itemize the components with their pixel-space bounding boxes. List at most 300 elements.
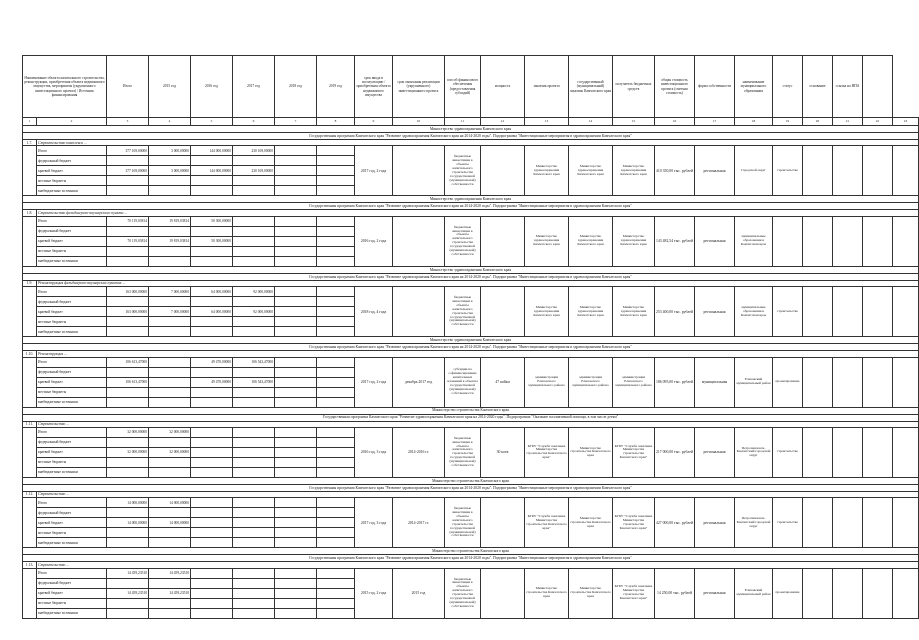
status-cell: строительство	[773, 287, 803, 337]
header-col20: ссылка на НПА	[833, 56, 863, 118]
column-number: 3	[107, 118, 149, 126]
column-number: 8	[317, 118, 355, 126]
customer-cell: Министерство здравоохранения Камчатского края	[525, 216, 569, 266]
empty-cell	[803, 357, 833, 407]
form-cell: региональная	[695, 287, 735, 337]
empty-cell	[275, 186, 317, 196]
item-spacer	[23, 216, 37, 266]
empty-cell	[317, 367, 355, 377]
capacity-cell	[481, 568, 525, 618]
empty-cell	[275, 377, 317, 387]
empty-cell	[275, 146, 317, 156]
finance-value: 106 543,47000	[233, 357, 275, 367]
investment-table	[22, 55, 919, 619]
empty-cell	[275, 498, 317, 508]
finance-value	[191, 256, 233, 266]
term-cell: 2016 год, 3 года	[355, 427, 393, 477]
finance-value	[233, 578, 275, 588]
gov-customer-cell: администрация Елизовского муниципального района	[569, 357, 613, 407]
recipient-cell: КГБУ "Служба заказчика Министерства строительства Камчатского края"	[613, 427, 655, 477]
finance-value	[191, 568, 233, 578]
table-body	[23, 126, 919, 619]
column-number: 22	[863, 118, 893, 126]
empty-cell	[275, 327, 317, 337]
finance-value	[233, 317, 275, 327]
empty-cell	[317, 236, 355, 246]
finance-value	[233, 236, 275, 246]
gov-customer-cell: Министерство здравоохранения Камчатского края	[569, 146, 613, 196]
finance-value: 19 819,03814	[149, 236, 191, 246]
mo-cell: Елизовский муниципальный район	[735, 568, 773, 618]
finance-value	[233, 608, 275, 618]
finance-label: местные бюджеты	[37, 457, 107, 467]
finance-value: 230 169,00000	[233, 146, 275, 156]
finance-value: 230 169,00000	[233, 166, 275, 176]
method-cell: бюджетные инвестиции в объекты капитального строительства государственной (муниципальной) собственности	[445, 498, 481, 548]
empty-cell	[863, 146, 893, 196]
empty-cell	[893, 427, 919, 477]
header-row	[23, 56, 919, 118]
program-title: Государственная программа Камчатского края "Развитие здравоохранения Камчатского края на 2014-2020 годы". Подпрограмма "Инвестиционные мероприятия в здравоохранении Камчатского края"	[23, 133, 919, 140]
finance-value: 14 000,00000	[107, 498, 149, 508]
finance-value	[233, 568, 275, 578]
finance-value: 64 000,00000	[191, 287, 233, 297]
finance-value	[149, 397, 191, 407]
gov-customer-cell: Министерство строительства Камчатского края	[569, 568, 613, 618]
empty-cell	[275, 357, 317, 367]
term2-cell: декабрь 2017 год	[393, 357, 445, 407]
cost-cell: 253 400,00 тыс. рублей	[655, 287, 695, 337]
program-title: Государственная программа Камчатского края "Развитие здравоохранения Камчатского края на 2014-2020 годы". Подпрограмма "Инвестиционные мероприятия в здравоохранении Камчатского края"	[23, 555, 919, 562]
finance-row	[23, 216, 919, 226]
empty-cell	[317, 457, 355, 467]
finance-label: краевой бюджет	[37, 518, 107, 528]
header-col13: государственный (муниципальный) заказчик Камчатского края	[569, 56, 613, 118]
finance-row	[23, 427, 919, 437]
finance-value: 92 000,00000	[233, 307, 275, 317]
empty-cell	[275, 588, 317, 598]
mo-cell: Петропавловск-Камчатский городской округ	[735, 498, 773, 548]
empty-cell	[317, 508, 355, 518]
finance-value	[233, 397, 275, 407]
finance-label: внебюджетные источники	[37, 397, 107, 407]
empty-cell	[275, 236, 317, 246]
section-row	[23, 337, 919, 344]
item-title: Строительство фельдшерско-акушерского пункта ...	[37, 210, 919, 216]
finance-value	[191, 608, 233, 618]
mo-cell: муниципальные образования в Камчатском крае	[735, 287, 773, 337]
column-number: 23	[893, 118, 919, 126]
mo-cell: Городской округ	[735, 146, 773, 196]
finance-label: местные бюджеты	[37, 598, 107, 608]
finance-value	[149, 357, 191, 367]
header-col14: получатель бюджетных средств	[613, 56, 655, 118]
empty-cell	[275, 156, 317, 166]
term2-cell: 2014-2016 гг.	[393, 427, 445, 477]
finance-value	[191, 397, 233, 407]
empty-cell	[317, 538, 355, 548]
finance-value: 19 819,03814	[149, 216, 191, 226]
section-title: Министерство здравоохранения Камчатского края	[23, 196, 919, 203]
column-number: 11	[445, 118, 481, 126]
gov-customer-cell: Министерство строительства Камчатского края	[569, 427, 613, 477]
empty-cell	[317, 176, 355, 186]
empty-cell	[833, 427, 863, 477]
finance-value	[149, 608, 191, 618]
finance-value	[149, 598, 191, 608]
empty-cell	[275, 397, 317, 407]
finance-value	[191, 387, 233, 397]
empty-cell	[275, 226, 317, 236]
finance-label: Итого	[37, 427, 107, 437]
finance-value	[233, 246, 275, 256]
method-cell: бюджетные инвестиции в объекты капитального строительства государственной (муниципальной) собственности	[445, 216, 481, 266]
term-cell: 2016 год, 2 года	[355, 216, 393, 266]
capacity-cell: 47 койки	[481, 357, 525, 407]
program-title: Государственная программа Камчатского края "Развитие здравоохранения Камчатского края на 2014-2020 годы". Подпрограмма "Инвестиционные мероприятия в здравоохранении Камчатского края"	[23, 203, 919, 210]
empty-cell	[275, 447, 317, 457]
capacity-cell	[481, 146, 525, 196]
form-cell: региональная	[695, 427, 735, 477]
finance-row	[23, 498, 919, 508]
column-number: 5	[191, 118, 233, 126]
empty-cell	[833, 146, 863, 196]
program-title: Государственная программа Камчатского края "Развитие здравоохранения Камчатского края на 2014-2020 годы". Подпрограмма "Инвестиционные мероприятия в здравоохранении Камчатского края"	[23, 344, 919, 351]
empty-cell	[275, 246, 317, 256]
finance-value: 49 470,00000	[191, 377, 233, 387]
cost-cell: 186 095,00 тыс. рублей	[655, 357, 695, 407]
empty-cell	[275, 608, 317, 618]
empty-cell	[275, 216, 317, 226]
finance-value	[233, 457, 275, 467]
finance-value	[191, 447, 233, 457]
customer-cell: КГБУ "Служба заказчика Министерства строительства Камчатского края"	[525, 498, 569, 548]
finance-value	[233, 538, 275, 548]
customer-cell: КГБУ "Служба заказчика Министерства строительства Камчатского края"	[525, 427, 569, 477]
item-number: 1.10.	[23, 351, 37, 357]
empty-cell	[275, 437, 317, 447]
finance-value: 50 300,00000	[191, 216, 233, 226]
finance-label: краевой бюджет	[37, 166, 107, 176]
finance-value	[149, 226, 191, 236]
method-cell: бюджетные инвестиции в объекты капитального строительства государственной (муниципальной) собственности	[445, 427, 481, 477]
term-cell: 2017 год, 2 года	[355, 146, 393, 196]
item-number: 1.8.	[23, 210, 37, 216]
cost-cell: 427 000,00 тыс. рублей	[655, 498, 695, 548]
empty-cell	[893, 498, 919, 548]
finance-value	[191, 246, 233, 256]
column-number: 19	[773, 118, 803, 126]
finance-value	[191, 538, 233, 548]
item-spacer	[23, 498, 37, 548]
empty-cell	[317, 598, 355, 608]
header-col11: мощность	[481, 56, 525, 118]
finance-label: Итого	[37, 287, 107, 297]
empty-cell	[863, 287, 893, 337]
finance-value	[233, 598, 275, 608]
capacity-cell	[481, 287, 525, 337]
column-number: 9	[355, 118, 393, 126]
status-cell: строительство	[773, 498, 803, 548]
header-col19: основание	[803, 56, 833, 118]
empty-cell	[275, 568, 317, 578]
finance-value	[107, 256, 149, 266]
finance-value	[149, 387, 191, 397]
finance-value: 163 000,00000	[107, 307, 149, 317]
finance-label: местные бюджеты	[37, 317, 107, 327]
empty-cell	[317, 256, 355, 266]
method-cell: бюджетные инвестиции в объекты капитального строительства государственной (муниципальной) собственности	[445, 146, 481, 196]
empty-cell	[275, 317, 317, 327]
finance-value	[107, 327, 149, 337]
form-cell: муниципальная	[695, 357, 735, 407]
finance-value	[107, 528, 149, 538]
finance-label: внебюджетные источники	[37, 538, 107, 548]
empty-cell	[317, 528, 355, 538]
finance-value	[191, 317, 233, 327]
empty-cell	[893, 357, 919, 407]
section-title: Министерство строительства Камчатского края	[23, 548, 919, 555]
cost-cell: 410 350,00 тыс. рублей	[655, 146, 695, 196]
form-cell: региональная	[695, 216, 735, 266]
program-row	[23, 555, 919, 562]
finance-value	[233, 216, 275, 226]
header-col12: заказчик проекта	[525, 56, 569, 118]
item-title: Реконструкция ...	[37, 351, 919, 357]
item-spacer	[23, 146, 37, 196]
empty-cell	[317, 226, 355, 236]
customer-cell: Министерство строительства Камчатского края	[525, 568, 569, 618]
program-title: Государственная программа Камчатского края "Развитие здравоохранения Камчатского края на 2014-2020 годы". Подпрограмма "Инвестиционные мероприятия в здравоохранении Камчатского края"	[23, 484, 919, 491]
empty-cell	[317, 437, 355, 447]
term-cell: 2017 год, 2 года	[355, 357, 393, 407]
empty-cell	[275, 367, 317, 377]
item-title: Строительство ...	[37, 491, 919, 497]
item-spacer	[23, 287, 37, 337]
empty-cell	[863, 216, 893, 266]
empty-cell	[863, 357, 893, 407]
finance-value	[191, 467, 233, 477]
finance-value	[149, 467, 191, 477]
finance-label: федеральный бюджет	[37, 508, 107, 518]
finance-value	[107, 538, 149, 548]
finance-label: местные бюджеты	[37, 528, 107, 538]
finance-label: федеральный бюджет	[37, 437, 107, 447]
finance-value	[107, 186, 149, 196]
empty-cell	[863, 427, 893, 477]
recipient-cell: КГБУ "Служба заказчика Министерства строительства Камчатского края"	[613, 568, 655, 618]
finance-value: 7 000,00000	[149, 307, 191, 317]
finance-value: 106 543,47000	[233, 377, 275, 387]
cost-cell: 217 000,00 тыс. рублей	[655, 427, 695, 477]
status-cell: строительство	[773, 427, 803, 477]
finance-value	[233, 528, 275, 538]
header-col6: 2018 год	[275, 56, 317, 118]
finance-value: 377 169,00000	[107, 146, 149, 156]
recipient-cell: КГБУ "Служба заказчика Министерства строительства Камчатского края"	[613, 498, 655, 548]
finance-value	[149, 538, 191, 548]
method-cell: бюджетные инвестиции в объекты капитального строительства государственной (муниципальной) собственности	[445, 568, 481, 618]
finance-value	[191, 578, 233, 588]
status-cell	[773, 216, 803, 266]
section-title: Министерство строительства Камчатского края	[23, 407, 919, 414]
finance-value	[107, 387, 149, 397]
item-spacer	[23, 568, 37, 618]
empty-cell	[803, 427, 833, 477]
finance-value	[149, 186, 191, 196]
empty-cell	[275, 297, 317, 307]
column-number: 4	[149, 118, 191, 126]
empty-cell	[317, 246, 355, 256]
finance-value	[191, 327, 233, 337]
program-row	[23, 414, 919, 421]
finance-value	[149, 256, 191, 266]
finance-label: федеральный бюджет	[37, 297, 107, 307]
finance-value	[233, 498, 275, 508]
finance-value	[107, 297, 149, 307]
empty-cell	[317, 578, 355, 588]
finance-value	[107, 156, 149, 166]
empty-cell	[317, 297, 355, 307]
finance-row	[23, 146, 919, 156]
finance-value	[233, 327, 275, 337]
item-number: 1.12.	[23, 491, 37, 497]
empty-cell	[275, 387, 317, 397]
finance-value	[233, 447, 275, 457]
empty-cell	[317, 307, 355, 317]
finance-value	[191, 598, 233, 608]
header-col5: 2017 год	[233, 56, 275, 118]
status-cell: строительство	[773, 146, 803, 196]
empty-cell	[275, 528, 317, 538]
empty-cell	[317, 327, 355, 337]
status-cell: проектирование	[773, 568, 803, 618]
empty-cell	[317, 397, 355, 407]
finance-value	[107, 367, 149, 377]
finance-value	[149, 367, 191, 377]
header-col8: срок ввода в эксплуатацию / приобретения объекта недвижимого имущества	[355, 56, 393, 118]
finance-value	[191, 427, 233, 437]
form-cell: региональная	[695, 146, 735, 196]
empty-cell	[803, 216, 833, 266]
column-number: 17	[695, 118, 735, 126]
header-col18: статус	[773, 56, 803, 118]
column-number: 7	[275, 118, 317, 126]
recipient-cell: Министерство здравоохранения Камчатского края	[613, 216, 655, 266]
column-number: 12	[481, 118, 525, 126]
finance-value	[107, 397, 149, 407]
empty-cell	[317, 186, 355, 196]
finance-value	[107, 246, 149, 256]
empty-cell	[275, 538, 317, 548]
empty-cell	[317, 588, 355, 598]
header-col7: 2019 год	[317, 56, 355, 118]
customer-cell: администрация Елизовского муниципального района	[525, 357, 569, 407]
gov-customer-cell: Министерство строительства Камчатского края	[569, 498, 613, 548]
section-row	[23, 126, 919, 133]
finance-label: краевой бюджет	[37, 377, 107, 387]
finance-label: краевой бюджет	[37, 588, 107, 598]
empty-cell	[275, 457, 317, 467]
capacity-cell: 30 коек	[481, 427, 525, 477]
finance-value: 32 000,00000	[107, 447, 149, 457]
term-cell: 2015 год, 2 года	[355, 568, 393, 618]
finance-value	[107, 578, 149, 588]
column-number: 20	[803, 118, 833, 126]
gov-customer-cell: Министерство здравоохранения Камчатского края	[569, 287, 613, 337]
finance-label: Итого	[37, 357, 107, 367]
finance-value	[233, 427, 275, 437]
finance-value	[233, 437, 275, 447]
mo-cell: муниципальные образования в Камчатском крае	[735, 216, 773, 266]
finance-value	[191, 528, 233, 538]
finance-value: 7 000,00000	[149, 287, 191, 297]
method-cell: бюджетные инвестиции в объекты капитального строительства государственной (муниципальной) собственности	[445, 287, 481, 337]
program-row	[23, 344, 919, 351]
mo-cell: Петропавловск-Камчатский городской округ	[735, 427, 773, 477]
finance-label: Итого	[37, 568, 107, 578]
empty-cell	[317, 146, 355, 156]
program-row	[23, 484, 919, 491]
finance-value	[191, 437, 233, 447]
column-number: 14	[569, 118, 613, 126]
finance-value	[191, 498, 233, 508]
header-col2: Итого	[107, 56, 149, 118]
finance-value	[233, 508, 275, 518]
finance-value	[107, 608, 149, 618]
finance-label: местные бюджеты	[37, 387, 107, 397]
recipient-cell: Министерство здравоохранения Камчатского края	[613, 146, 655, 196]
finance-value	[233, 297, 275, 307]
column-number: 2	[37, 118, 107, 126]
finance-label: внебюджетные источники	[37, 327, 107, 337]
header-col16: форма собственности	[695, 56, 735, 118]
finance-value	[107, 226, 149, 236]
term2-cell	[393, 287, 445, 337]
empty-cell	[275, 508, 317, 518]
section-row	[23, 266, 919, 273]
finance-value	[149, 437, 191, 447]
finance-value: 49 470,00000	[191, 357, 233, 367]
finance-value	[191, 156, 233, 166]
term2-cell: 2014-2017 гг.	[393, 498, 445, 548]
finance-value	[149, 156, 191, 166]
section-row	[23, 477, 919, 484]
finance-value: 14 459,23510	[149, 588, 191, 598]
item-number: 1.13.	[23, 562, 37, 568]
finance-value: 106 613,47000	[107, 377, 149, 387]
finance-value: 144 000,00000	[191, 146, 233, 156]
empty-cell	[893, 568, 919, 618]
finance-label: краевой бюджет	[37, 447, 107, 457]
finance-value	[149, 176, 191, 186]
empty-cell	[863, 568, 893, 618]
finance-label: внебюджетные источники	[37, 608, 107, 618]
header-col3: 2015 год	[149, 56, 191, 118]
empty-cell	[317, 287, 355, 297]
finance-value	[149, 297, 191, 307]
gov-customer-cell: Министерство здравоохранения Камчатского края	[569, 216, 613, 266]
customer-cell: Министерство здравоохранения Камчатского края	[525, 287, 569, 337]
finance-row	[23, 287, 919, 297]
finance-value	[149, 246, 191, 256]
program-row	[23, 203, 919, 210]
section-row	[23, 548, 919, 555]
empty-cell	[803, 146, 833, 196]
empty-cell	[275, 427, 317, 437]
section-row	[23, 196, 919, 203]
empty-cell	[833, 216, 863, 266]
